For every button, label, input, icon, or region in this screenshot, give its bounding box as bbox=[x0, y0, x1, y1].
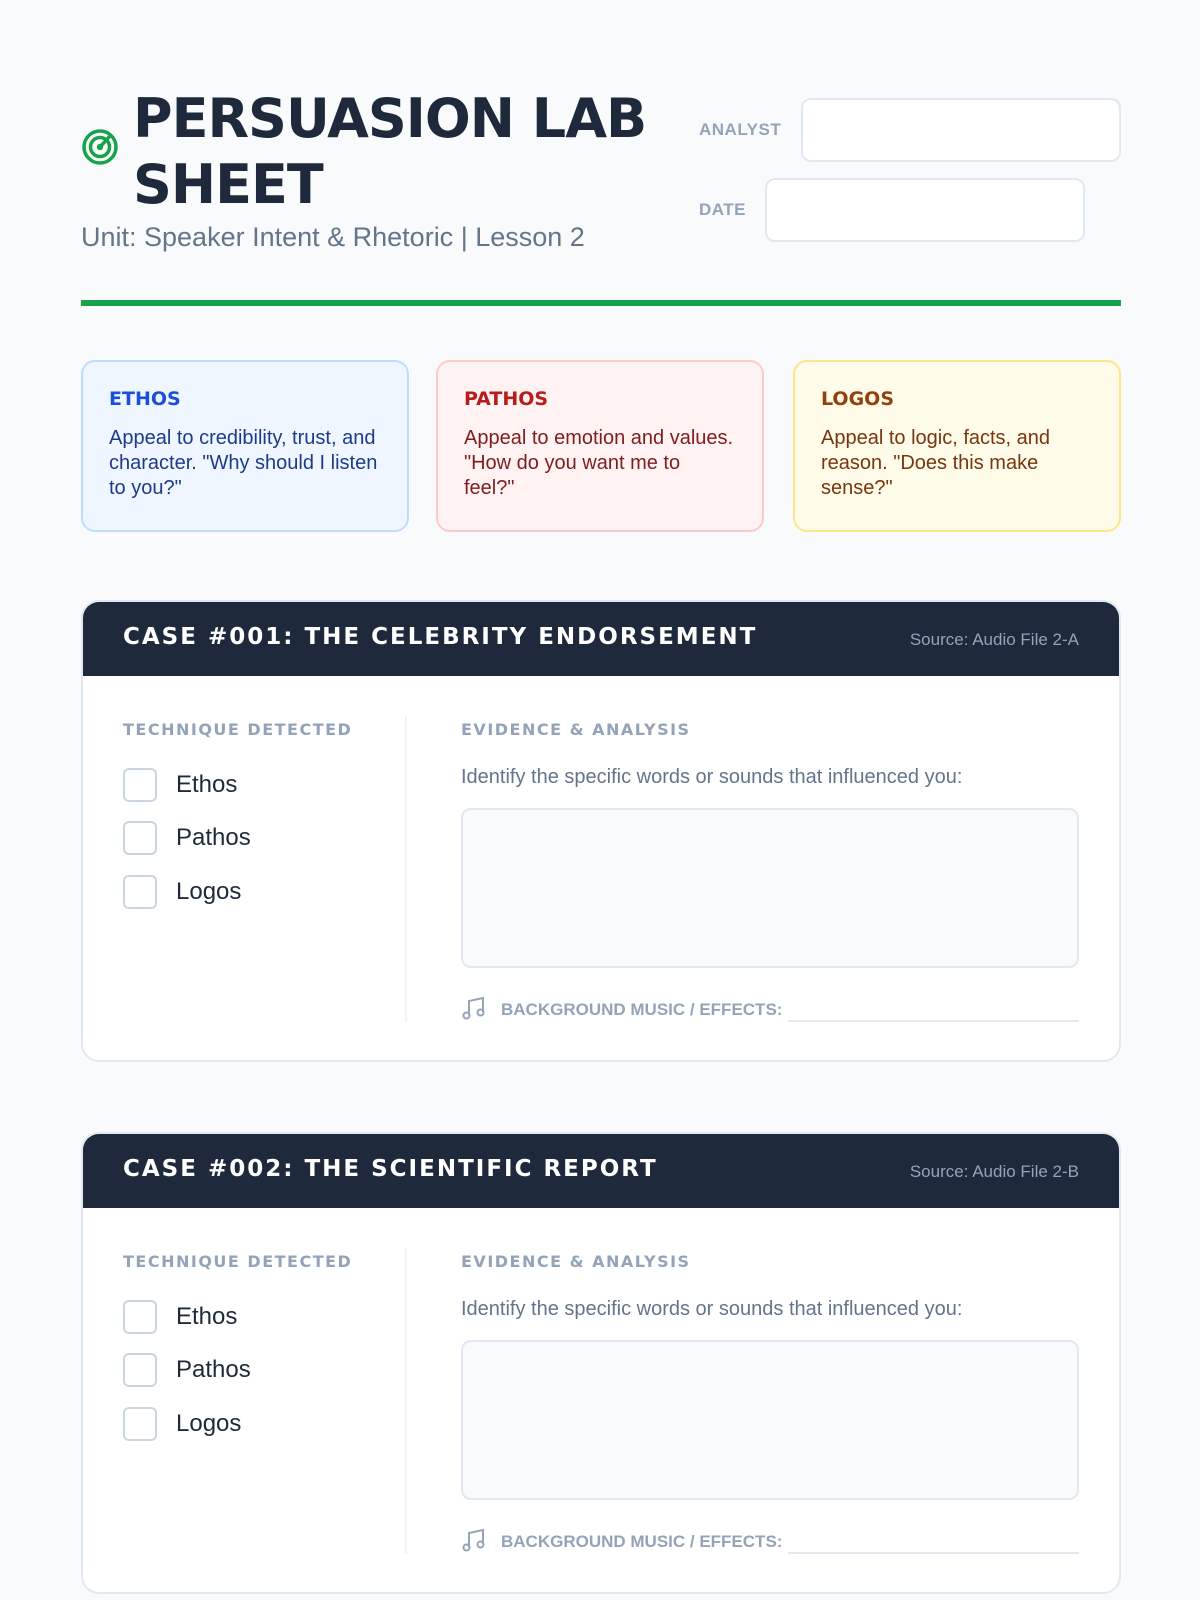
ethos-card bbox=[81, 360, 409, 532]
case-title: CASE #001: THE CELEBRITY ENDORSEMENT bbox=[123, 624, 758, 650]
logos-card bbox=[793, 360, 1121, 532]
pathos-card bbox=[436, 360, 764, 532]
date-field[interactable] bbox=[765, 178, 1085, 242]
column-divider bbox=[405, 1248, 407, 1554]
ethos-checkbox[interactable] bbox=[123, 768, 157, 802]
technique-label: TECHNIQUE DETECTED bbox=[123, 1252, 353, 1271]
logos-checkbox[interactable] bbox=[123, 1407, 157, 1441]
music-effects-label: BACKGROUND MUSIC / EFFECTS: bbox=[501, 1532, 783, 1551]
case-source: Source: Audio File 2-A bbox=[909, 630, 1079, 649]
date-label: DATE bbox=[699, 200, 747, 219]
case-header bbox=[83, 602, 1119, 676]
sheet-header bbox=[81, 80, 1121, 270]
case-title: CASE #002: THE SCIENTIFIC REPORT bbox=[123, 1156, 658, 1182]
technique-label: TECHNIQUE DETECTED bbox=[123, 720, 353, 739]
evidence-label: EVIDENCE & ANALYSIS bbox=[461, 720, 691, 739]
music-note-icon bbox=[461, 996, 487, 1022]
music-effects-field[interactable] bbox=[788, 1020, 1079, 1022]
case-source: Source: Audio File 2-B bbox=[909, 1162, 1079, 1181]
evidence-textarea[interactable] bbox=[461, 808, 1079, 968]
case-panel bbox=[81, 1132, 1121, 1594]
logos-card-text: Appeal to logic, facts, and reason. "Does this make sense?" bbox=[821, 427, 1051, 499]
pathos-option-label: Pathos bbox=[176, 1356, 251, 1383]
music-effects-label: BACKGROUND MUSIC / EFFECTS: bbox=[501, 1000, 783, 1019]
evidence-textarea[interactable] bbox=[461, 1340, 1079, 1500]
analyst-label: ANALYST bbox=[699, 120, 782, 139]
logos-checkbox[interactable] bbox=[123, 875, 157, 909]
column-divider bbox=[405, 716, 407, 1022]
ethos-option-label: Ethos bbox=[176, 1303, 238, 1330]
radar-target-icon bbox=[81, 128, 119, 166]
header-divider bbox=[81, 300, 1121, 306]
music-note-icon bbox=[461, 1528, 487, 1554]
case-panel bbox=[81, 600, 1121, 1062]
evidence-prompt: Identify the specific words or sounds that influenced you: bbox=[461, 1298, 963, 1320]
pathos-checkbox[interactable] bbox=[123, 1353, 157, 1387]
evidence-label: EVIDENCE & ANALYSIS bbox=[461, 1252, 691, 1271]
logos-option-label: Logos bbox=[176, 878, 242, 905]
page-title: PERSUASION LAB SHEET bbox=[133, 87, 647, 216]
pathos-option-label: Pathos bbox=[176, 824, 251, 851]
page-subtitle: Unit: Speaker Intent & Rhetoric | Lesson 2 bbox=[81, 222, 585, 252]
ethos-card-text: Appeal to credibility, trust, and character. "Why should I listen to you?" bbox=[109, 427, 378, 499]
evidence-prompt: Identify the specific words or sounds that influenced you: bbox=[461, 766, 963, 788]
case-header bbox=[83, 1134, 1119, 1208]
pathos-card-text: Appeal to emotion and values. "How do you want me to feel?" bbox=[464, 427, 734, 499]
pathos-card-title: PATHOS bbox=[464, 388, 549, 410]
ethos-option-label: Ethos bbox=[176, 771, 238, 798]
logos-card-title: LOGOS bbox=[821, 388, 895, 410]
logos-option-label: Logos bbox=[176, 1410, 242, 1437]
analyst-field[interactable] bbox=[801, 98, 1121, 162]
ethos-card-title: ETHOS bbox=[109, 388, 181, 410]
pathos-checkbox[interactable] bbox=[123, 821, 157, 855]
music-effects-field[interactable] bbox=[788, 1552, 1079, 1554]
ethos-checkbox[interactable] bbox=[123, 1300, 157, 1334]
